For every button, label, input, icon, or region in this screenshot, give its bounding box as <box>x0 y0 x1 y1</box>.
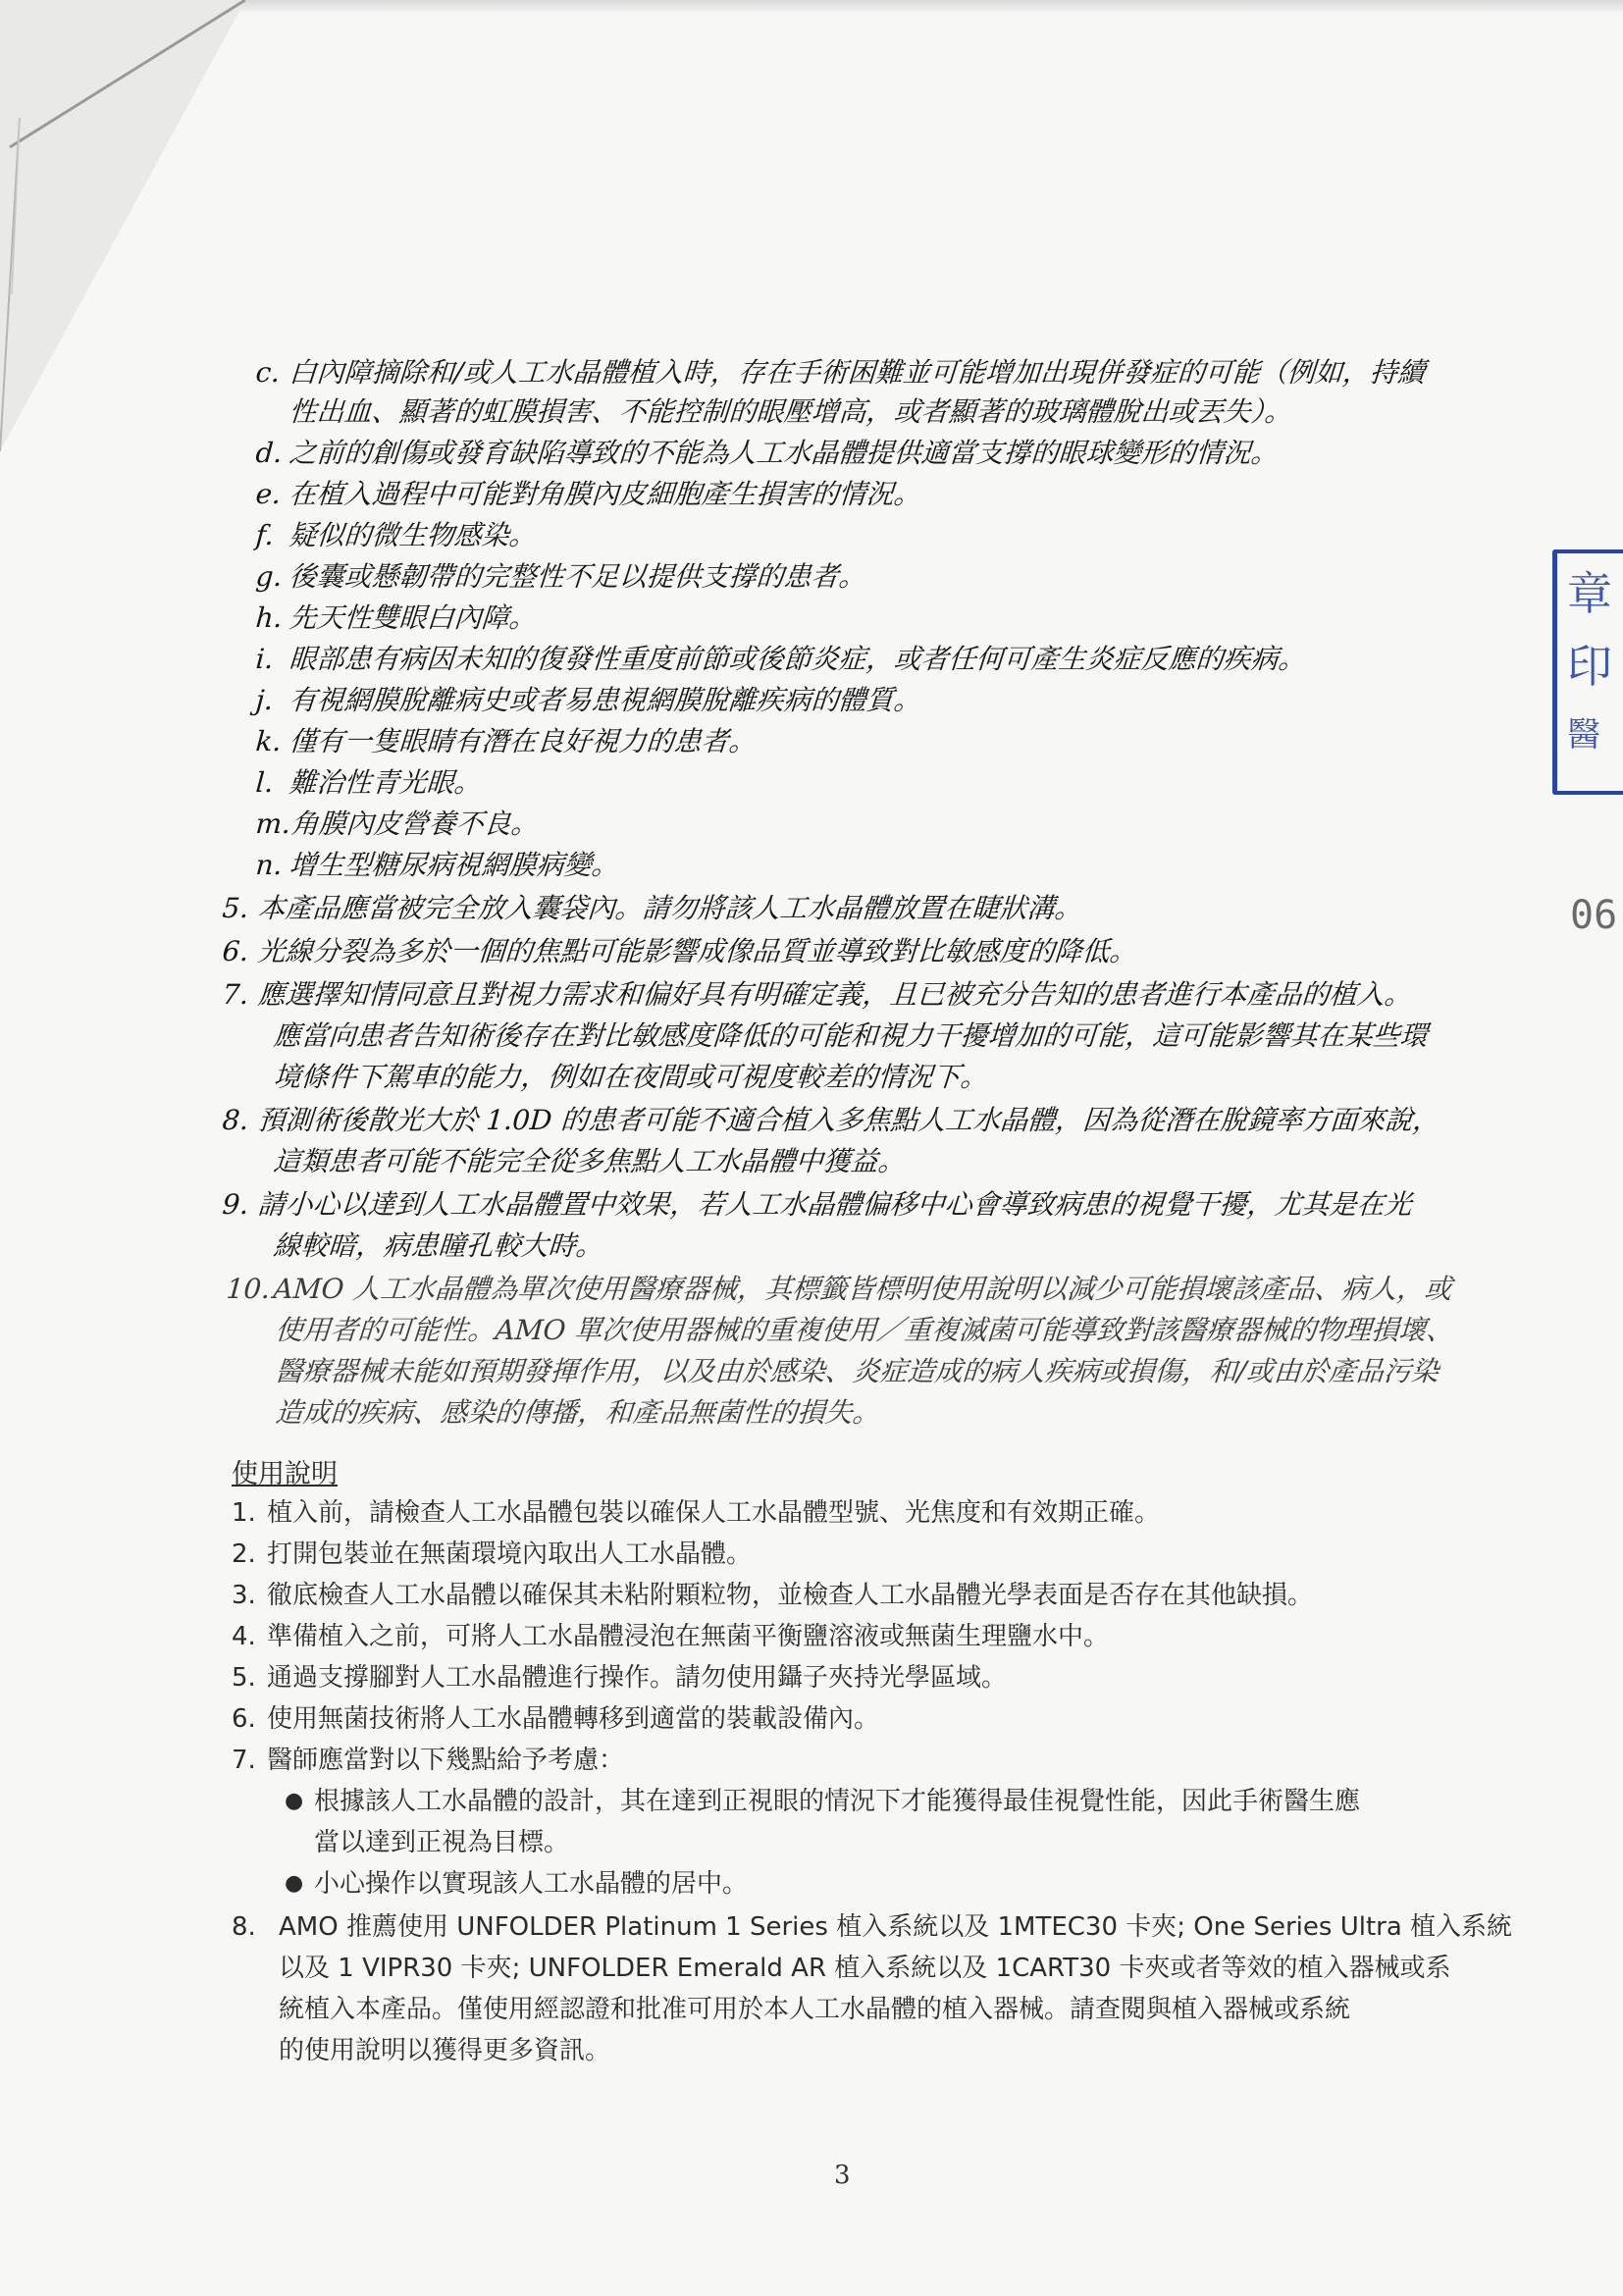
step-number: 1. <box>232 1498 256 1528</box>
step-text: 使用無菌技術將人工水晶體轉移到適當的裝載設備內。 <box>267 1704 880 1734</box>
item-text: 請小心以達到人工水晶體置中效果，若人工水晶體偏移中心會導致病患的視覺干擾，尤其是在光 <box>256 1188 1413 1221</box>
stamp-glyph: 章 <box>1567 567 1612 620</box>
item-text: 之前的創傷或發育缺陷導致的不能為人工水晶體提供適當支撐的眼球變形的情況。 <box>288 437 1280 469</box>
item-label: d. <box>254 437 284 469</box>
item-text: 造成的疾病、感染的傳播，和產品無菌性的損失。 <box>274 1396 881 1429</box>
item-text: 在植入過程中可能對角膜內皮細胞產生損害的情況。 <box>288 478 922 510</box>
item-text: 先天性雙眼白內障。 <box>288 601 538 634</box>
item-text: 角膜內皮營養不良。 <box>289 808 540 840</box>
item-text: 本產品應當被完全放入囊袋內。請勿將該人工水晶體放置在睫狀溝。 <box>256 892 1083 924</box>
bullet-dot: ● <box>285 1789 304 1813</box>
item-text: 光線分裂為多於一個的焦點可能影響成像品質並導致對比敏感度的降低。 <box>256 935 1138 967</box>
item-label: h. <box>254 601 284 634</box>
margin-number: 06 <box>1570 893 1618 938</box>
step-number: 5. <box>232 1663 256 1693</box>
item-text: 境條件下駕車的能力，例如在夜間或可視度較差的情況下。 <box>272 1061 989 1093</box>
step-number: 3. <box>232 1581 256 1610</box>
item-text: 應選擇知情同意且對視力需求和偏好具有明確定義，且已被充分告知的患者進行本產品的植入。 <box>256 978 1413 1011</box>
item-text: 後囊或懸韌帶的完整性不足以提供支撐的患者。 <box>288 560 867 593</box>
stamp-glyph: 印 <box>1567 640 1612 693</box>
item-label: 9. <box>221 1188 250 1221</box>
bullet-text: 當以達到正視為目標。 <box>314 1828 570 1857</box>
item-label: n. <box>254 849 284 881</box>
step-text: 以及 1 VIPR30 卡夾; UNFOLDER Emerald AR 植入系統以及 1CART30 卡夾或者等效的植入器械或系 <box>279 1954 1451 1983</box>
step-text: AMO 推薦使用 UNFOLDER Platinum 1 Series 植入系統以及 1MTEC30 卡夾; One Series Ultra 植入系統 <box>279 1912 1513 1942</box>
step-text: 準備植入之前，可將人工水晶體浸泡在無菌平衡鹽溶液或無菌生理鹽水中。 <box>267 1622 1110 1651</box>
bullet-text: 根據該人工水晶體的設計，其在達到正視眼的情況下才能獲得最佳視覺性能，因此手術醫生應 <box>314 1787 1361 1816</box>
item-label: 5. <box>221 892 250 924</box>
item-label: c. <box>254 356 282 389</box>
item-label: k. <box>254 725 283 757</box>
item-text: 增生型糖尿病視網膜病變。 <box>288 849 620 881</box>
item-text: 有視網膜脫離病史或者易患視網膜脫離疾病的體質。 <box>288 684 922 716</box>
step-text: 植入前，請檢查人工水晶體包裝以確保人工水晶體型號、光焦度和有效期正確。 <box>267 1498 1161 1528</box>
item-text: 眼部患有病因未知的復發性重度前節或後節炎症，或者任何可產生炎症反應的疾病。 <box>288 643 1307 675</box>
item-label: g. <box>254 560 284 593</box>
item-label: j. <box>254 684 275 716</box>
step-number: 4. <box>232 1622 256 1651</box>
item-text: 醫療器械未能如預期發揮作用，以及由於感染、炎症造成的病人疾病或損傷，和/或由於產品污染 <box>274 1355 1440 1387</box>
item-label: f. <box>254 519 276 551</box>
item-text: 疑似的微生物感染。 <box>288 519 538 551</box>
official-stamp <box>1552 549 1623 795</box>
stamp-glyph: 醫 <box>1567 715 1600 755</box>
step-number: 6. <box>232 1704 256 1734</box>
step-text: 打開包裝並在無菌環境內取出人工水晶體。 <box>267 1539 753 1569</box>
item-text: 應當向患者告知術後存在對比敏感度降低的可能和視力干擾增加的可能，這可能影響其在某些環 <box>272 1019 1429 1052</box>
item-label: l. <box>254 766 275 799</box>
item-text: 使用者的可能性。AMO 單次使用器械的重複使用／重複滅菌可能導致對該醫療器械的物理損壞、 <box>274 1314 1455 1346</box>
item-text: 難治性青光眼。 <box>288 766 483 799</box>
page-fold-corner <box>0 0 245 451</box>
page-number: 3 <box>834 2161 851 2190</box>
step-text: 通過支撐腳對人工水晶體進行操作。請勿使用鑷子夾持光學區域。 <box>267 1663 1008 1693</box>
item-label: e. <box>254 478 283 510</box>
item-label: 8. <box>221 1104 250 1136</box>
item-text: 預測術後散光大於 1.0D 的患者可能不適合植入多焦點人工水晶體，因為從潛在脫鏡率方面來說， <box>256 1104 1441 1136</box>
item-label: i. <box>254 643 275 675</box>
item-text: 僅有一隻眼睛有潛在良好視力的患者。 <box>288 725 758 757</box>
step-text: 醫師應當對以下幾點給予考慮： <box>267 1746 625 1775</box>
usage-section-title: 使用說明 <box>232 1459 338 1489</box>
item-label: 6. <box>221 935 250 967</box>
step-text: 統植入本產品。僅使用經認證和批准可用於本人工水晶體的植入器械。請查閱與植入器械或系統 <box>279 1995 1351 2024</box>
step-number: 2. <box>232 1539 256 1569</box>
step-number: 7. <box>232 1746 256 1775</box>
step-number: 8. <box>232 1912 256 1942</box>
step-text: 徹底檢查人工水晶體以確保其未粘附顆粒物，並檢查人工水晶體光學表面是否存在其他缺損。 <box>267 1581 1314 1610</box>
item-text: 線較暗，病患瞳孔較大時。 <box>272 1229 604 1262</box>
item-label: 10. <box>225 1273 272 1305</box>
item-label: m. <box>254 808 292 840</box>
item-text: 這類患者可能不能完全從多焦點人工水晶體中獲益。 <box>272 1145 907 1177</box>
step-text: 的使用說明以獲得更多資訊。 <box>279 2036 611 2065</box>
item-text: 性出血、顯著的虹膜損害、不能控制的眼壓增高，或者顯著的玻璃體脫出或丟失）。 <box>288 395 1293 428</box>
bullet-dot: ● <box>285 1871 304 1896</box>
item-text: 白內障摘除和/或人工水晶體植入時，存在手術困難並可能增加出現併發症的可能（例如，持續 <box>288 356 1427 389</box>
bullet-text: 小心操作以實現該人工水晶體的居中。 <box>314 1869 749 1899</box>
item-label: 7. <box>221 978 250 1011</box>
item-text: AMO 人工水晶體為單次使用醫療器械，其標籤皆標明使用說明以減少可能損壞該產品、病人，或 <box>272 1273 1453 1305</box>
